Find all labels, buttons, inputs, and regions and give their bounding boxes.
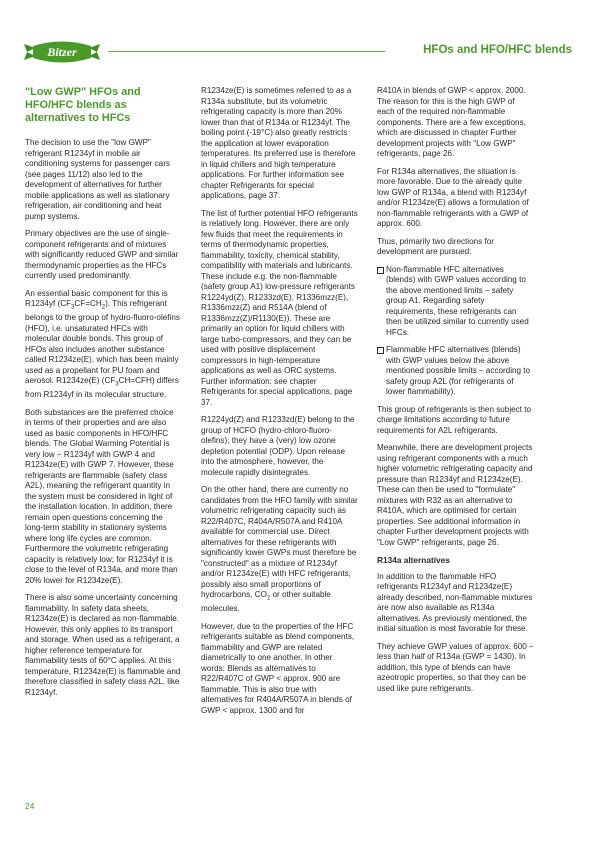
paragraph: They achieve GWP values of approx. 600 – less than half of R134a (GWP = 1430). In addition, this type of blends can have azeotropic properties, so that they can be used like pure refrigerants. (377, 641, 534, 693)
bullet-item: Flammable HFC alternatives (blends) with GWP values below the above mentioned possible limits – according to safety group A2L (for refrigerants of lower flammability). (377, 345, 534, 398)
column-1 (25, 86, 182, 705)
paragraph: Meanwhile, there are development projects using refrigerant components with a much higher volumetric refrigerating capacity and pressure than R1234yf and R1234ze(E). These can then be used to "formulate" mixtures with R32 as an alternative to R410A, which are optimised for certain properties. See additional information in chapter Further development projects with "Low GWP" refrigerants, page 26. (377, 443, 533, 547)
paragraph: This group of refrigerants is then subject to charge limitations according to future requirements for A2L refrigerants. (377, 404, 532, 435)
paragraph: However, due to the properties of the HFC refrigerants suitable as blend components, flammability and GWP are related diametrically to one another. In other words: Blends as alternatives to R22/R407C of GWP < approx. 900 are flammable. This is also true with alternatives for R404A/R507A in blends of GWP < approx. 1300 and for (201, 621, 355, 715)
paragraph: In addition to the flammable HFO refrigerants R1234yf and R1234ze(E) already described, non-flammable mixtures are now also available as R134a alternatives. As previously mentioned, the initial situation is most favorable for these. (377, 571, 533, 633)
checkbox-icon (377, 267, 384, 274)
paragraph: On the other hand, there are currently no candidates from the HFO family with similar volumetric refrigerating capacity such as R22/R407C, R404A/R507A and R410A available for commercial use. Direct alternatives for these refrigerants with significantly lower GWPs must therefore be "constructed" as a mixture of R1234yf and/or R1234ze(E) with HFC refrigerants, possibly also small proportions of hydrocarbons, $CO_2$ or other suitable molecules. (201, 485, 358, 614)
checkbox-icon (377, 347, 384, 354)
column-3 (377, 86, 534, 701)
paragraph: The decision to use the "low GWP" refrigerant R1234yf in mobile air conditioning systems for passenger cars (see pages 11/12) also led to the development of alternatives for further mobile applications as well as stationary refrigeration, air conditioning and heat pump systems. (25, 138, 170, 221)
subheading: R134a alternatives (377, 555, 450, 565)
paragraph: Primary objectives are the use of single-component refrigerants and of mixtures with significantly reduced GWP and similar thermodynamic properties as the HFCs currently used predominantly. (25, 229, 179, 280)
bullet-item: Non-flammable HFC alternatives (blends) with GWP values according to the above mentioned limits – safety group A1. Regarding safety requirements, these refrigerants can then be utilized similar to currently used HFCs. (377, 265, 534, 339)
column-2 (201, 86, 358, 723)
paragraph: Both substances are the preferred choice in terms of their properties and are also used as basic components in HFO/HFC blends. The Global Warming Potential is very low – R1234yf with GWP 4 and R1234ze(E) with GWP 7. However, these refrigerants are flammable (safety class A2L), meaning the refrigerant quantity in the system must be considered in light of the installation location. In addition, there remain open questions concerning the long-term stability in stationary systems where long life cycles are common. Furthermore the volumetric refrigerating capacity is relatively low; for R1234yf it is close to the level of R134a, and more than 20% lower for R1234ze(E). (25, 407, 178, 585)
article-title: "Low GWP" HFOs and HFO/HFC blends as alternatives to HFCs (25, 86, 141, 124)
paragraph: An essential basic component for this is R1234yf $(CF_3CF=CH_2)$. This refrigerant belongs to the group of hydro-fluoro-olefins (HFO), i.e. unsaturated HFCs with molecular double bonds. This group of HFOs also includes another substance called R1234ze(E), which has been mainly used as a propellant for PU foam and aerosol. R1234ze(E) $(CF_3CH=CFH)$ differs from R1234yf in its molecular structure. (25, 288, 180, 400)
paragraph: There is also some uncertainty concerning flammability. In safety data sheets, R1234ze(E) is declared as non-flammable. However, this only applies to its transport and storage. When used as a refrigerant, a higher reference temperature for flammability tests of 60°C applies. At this temperature, R1234ze(E) is flammable and therefore classified in safety class A2L, like R1234yf. (25, 593, 181, 697)
header-rule (108, 51, 385, 52)
paragraph: The list of further potential HFO refrigerants is relatively long. However, there are only few fluids that meet the requirements in terms of thermodynamic properties, flammability, toxicity, chemical stability, compatibility with materials and lubricants. These include e.g. the non-flammable (safety group A1) low-pressure refrigerants R1224yd(Z), R1233zd(E), R1336mzz(E), R1336mzz(Z) and R514A (blend of R1336mzz(Z)/R1130(E)). These are primarily an option for liquid chillers with large turbo-compressors, and they can be used with positive displacement compressors in high-temperature applications as well as ORC systems. Further information: see chapter Refrigerants for special applications, page 37. (201, 208, 358, 407)
paragraph: R1234ze(E) is sometimes referred to as a R134a substitute, but its volumetric refrigerating capacity is more than 20% lower than that of R134a or R1234yf. The boiling point (-19°C) also greatly restricts the application at lower evaporation temperatures. Its preferred use is therefore in liquid chillers and high temperature applications. For further information see chapter Refrigerants for special applications, page 37. (201, 86, 356, 200)
paragraph: For R134a alternatives, the situation is more favorable. Due to the already quite low GWP of R134a, a blend with R1234yf and/or R1234ze(E) allows a formulation of non-flammable refrigerants with a GWP of approx. 600. (377, 166, 529, 228)
paragraph: Thus, primarily two directions for development are pursued: (377, 236, 494, 256)
paragraph: R1224yd(Z) and R1233zd(E) belong to the group of HCFO (hydro-chloro-fluoro-olefins); they have a (very) low ozone depletion potential (ODP). Upon release into the atmosphere, however, the molecule rapidly disintegrates. (201, 415, 355, 477)
bitzer-logo (23, 38, 101, 66)
bullet-list (377, 265, 534, 398)
paragraph: R410A in blends of GWP < approx. 2000. The reason for this is the high GWP of each of the required non-flammable components. There are a few exceptions, which are discussed in chapter Further development projects with "Low GWP" refrigerants, page 26. (377, 86, 526, 158)
svg-text:Bitzer: Bitzer (47, 45, 77, 59)
section-title: HFOs and HFO/HFC blends (423, 44, 572, 56)
page-number: 24 (25, 801, 35, 811)
